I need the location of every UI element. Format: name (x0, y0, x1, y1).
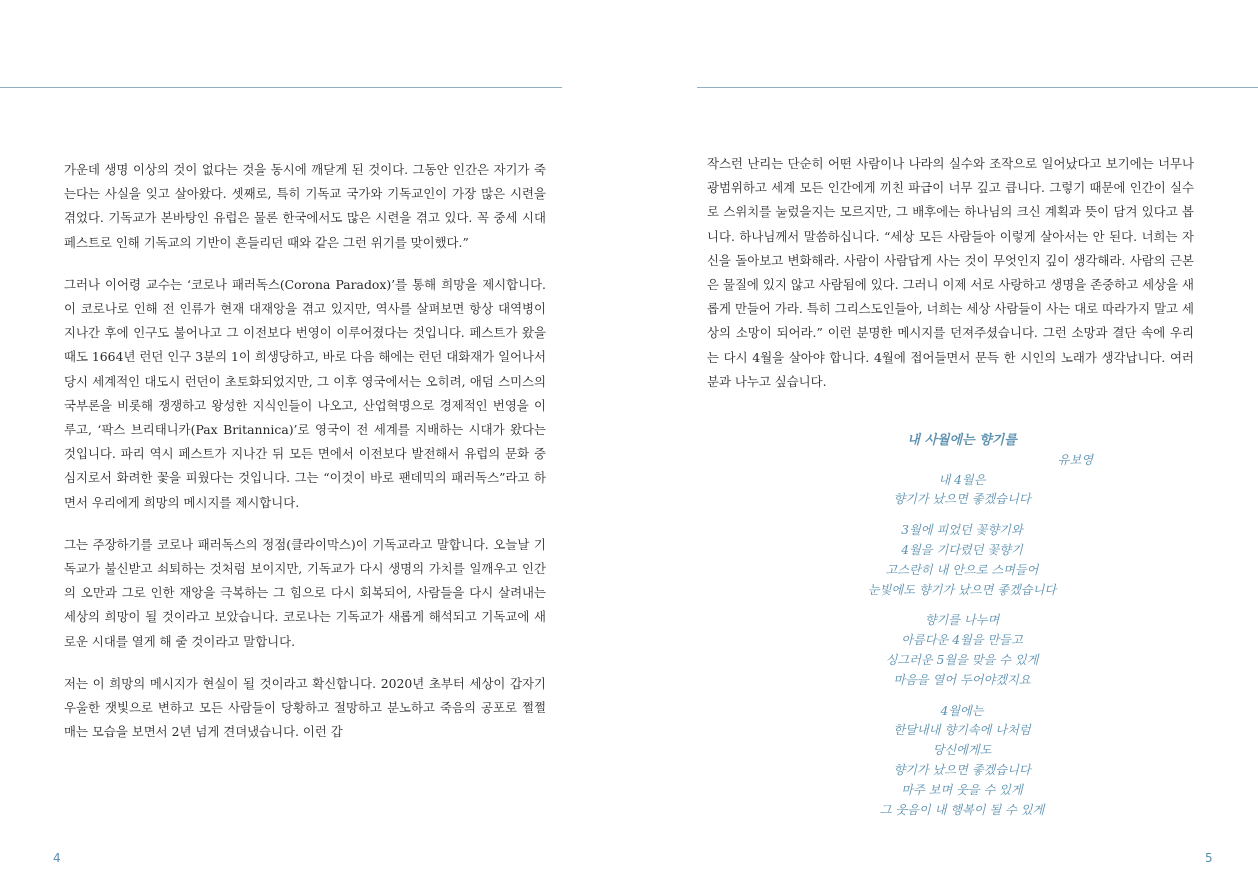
paragraph: 가운데 생명 이상의 것이 없다는 것을 동시에 깨닫게 된 것이다. 그동안 인간은 자기가 죽는다는 사실을 잊고 살아왔다. 셋째로, 특히 기독교 국가와 기독교인이 가장 많은 시련을 겪었다. 기독교가 본바탕인 유럽은 물론 한국에서도 많은 시련을 겪고 있다. 꼭 중세 시대 페스트로 인해 기독교의 기반이 흔들리던 때와 같은 그런 위기를 맞이했다.” (64, 162, 546, 250)
poem-line: 그 웃음이 내 행복이 될 수 있게 (879, 802, 1045, 817)
poem-stanza (797, 521, 1127, 600)
poem-line: 향기가 났으면 좋겠습니다 (893, 492, 1031, 507)
poem-line: 4월에는 (940, 703, 984, 718)
poem-line: 한달내내 향기속에 나처럼 (893, 723, 1031, 738)
poem (797, 431, 1127, 831)
left-page (0, 0, 562, 892)
page-number: 5 (1205, 851, 1213, 865)
poem-line: 눈빛에도 향기가 났으면 좋겠습니다 (867, 582, 1057, 597)
poem-line: 향기가 났으면 좋겠습니다 (893, 762, 1031, 777)
right-page (697, 0, 1258, 892)
paragraph: 저는 이 희망의 메시지가 현실이 될 것이라고 확신합니다. 2020년 초부터 세상이 갑자기 우울한 잿빛으로 변하고 모든 사람들이 당황하고 절망하고 분노하고 죽음의 공포로 쩔쩔 매는 모습을 보면서 2년 넘게 견뎌냈습니다. 이런 갑 (64, 675, 546, 740)
poem-line: 당신에게도 (932, 743, 992, 758)
poem-author: 유보영 (1057, 452, 1093, 467)
poem-line: 아름다운 4월을 만들고 (901, 633, 1023, 648)
poem-line: 고스란히 내 안으로 스며들어 (885, 562, 1039, 577)
poem-title: 내 사월에는 향기를 (907, 433, 1017, 448)
body-text (64, 158, 546, 762)
poem-line: 4월을 기다렸던 꽃향기 (901, 542, 1023, 557)
paragraph: 작스런 난리는 단순히 어떤 사람이나 나라의 실수와 조작으로 일어났다고 보기에는 너무나 광범위하고 세계 모든 인간에게 끼친 파급이 너무 깊고 큽니다. 그렇기 때문에 인간이 실수로 스위치를 눌렀을지는 모르지만, 그 배후에는 하나님의 크신 계획과 뜻이 담겨 있다고 봅니다. 하나님께서 말씀하십니다. “세상 모든 사람들아 이렇게 살아서는 안 된다. 너희는 자신을 돌아보고 변화해라. 사람이 사람답게 사는 것이 무엇인지 깊이 생각해라. 사람의 근본은 물질에 있지 않고 사람됨에 있다. 그러니 이제 서로 사랑하고 생명을 존중하고 세상을 새롭게 만들어 가라. 특히 그리스도인들아, 너희는 세상 사람들이 사는 대로 따라가지 말고 세상의 소망이 되어라.” 이런 분명한 메시지를 던져주셨습니다. 그런 소망과 결단 속에 우리는 다시 4월을 살아야 합니다. 4월에 접어들면서 문득 한 시인의 노래가 생각납니다. 여러분과 나누고 싶습니다. (707, 156, 1194, 389)
poem-stanza (797, 471, 1127, 511)
poem-line: 마음을 열어 두어야겠지요 (893, 672, 1031, 687)
page-number: 4 (53, 851, 61, 865)
body-text (707, 152, 1194, 412)
poem-line: 싱그러운 5월을 맞을 수 있게 (885, 652, 1039, 667)
paragraph: 그는 주장하기를 코로나 패러독스의 정점(클라이막스)이 기독교라고 말합니다. 오늘날 기독교가 불신받고 쇠퇴하는 것처럼 보이지만, 기독교가 다시 생명의 가치를 일깨우고 인간의 오만과 그로 인한 재앙을 극복하는 그 힘으로 다시 회복되어, 사람들을 다시 살려내는 세상의 희망이 될 것이라고 보았습니다. 코로나는 기독교가 새롭게 해석되고 기독교에 새로운 시대를 열게 해 줄 것이라고 말합니다. (64, 536, 546, 649)
header-rule (0, 87, 562, 88)
poem-line: 내 4월은 (938, 472, 986, 487)
poem-line: 3월에 피었던 꽃향기와 (901, 523, 1023, 538)
poem-line: 향기를 나누며 (924, 613, 1000, 628)
poem-stanza (797, 702, 1127, 821)
paragraph: 그러나 이어령 교수는 ‘코로나 패러독스(Corona Paradox)’를 통해 희망을 제시합니다. 이 코로나로 인해 전 인류가 현재 대재앙을 겪고 있지만, 역사를 살펴보면 항상 대역병이 지나간 후에 인구도 불어나고 그 이전보다 번영이 이루어졌다는 것입니다. 페스트가 왔을 때도 1664년 런던 인구 3분의 1이 희생당하고, 바로 다음 해에는 런던 대화재가 일어나서 당시 세계적인 대도시 런던이 초토화되었지만, 그 이후 영국에서는 오히려, 애덤 스미스의 국부론을 비롯해 쟁쟁하고 왕성한 지식인들이 나오고, 산업혁명으로 경제적인 번영을 이루고, ‘팍스 브리태니카(Pax Britannica)’로 영국이 전 세계를 지배하는 시대가 왔다는 것입니다. 파리 역시 페스트가 지나간 뒤 모든 면에서 이전보다 발전해서 유럽의 문화 중심지로서 화려한 꽃을 피웠다는 것입니다. 그는 “이것이 바로 팬데믹의 패러독스”라고 하면서 우리에게 희망의 메시지를 제시합니다. (64, 276, 546, 510)
poem-line: 마주 보며 웃을 수 있게 (901, 782, 1023, 797)
poem-stanza (797, 611, 1127, 690)
header-rule (697, 87, 1258, 88)
